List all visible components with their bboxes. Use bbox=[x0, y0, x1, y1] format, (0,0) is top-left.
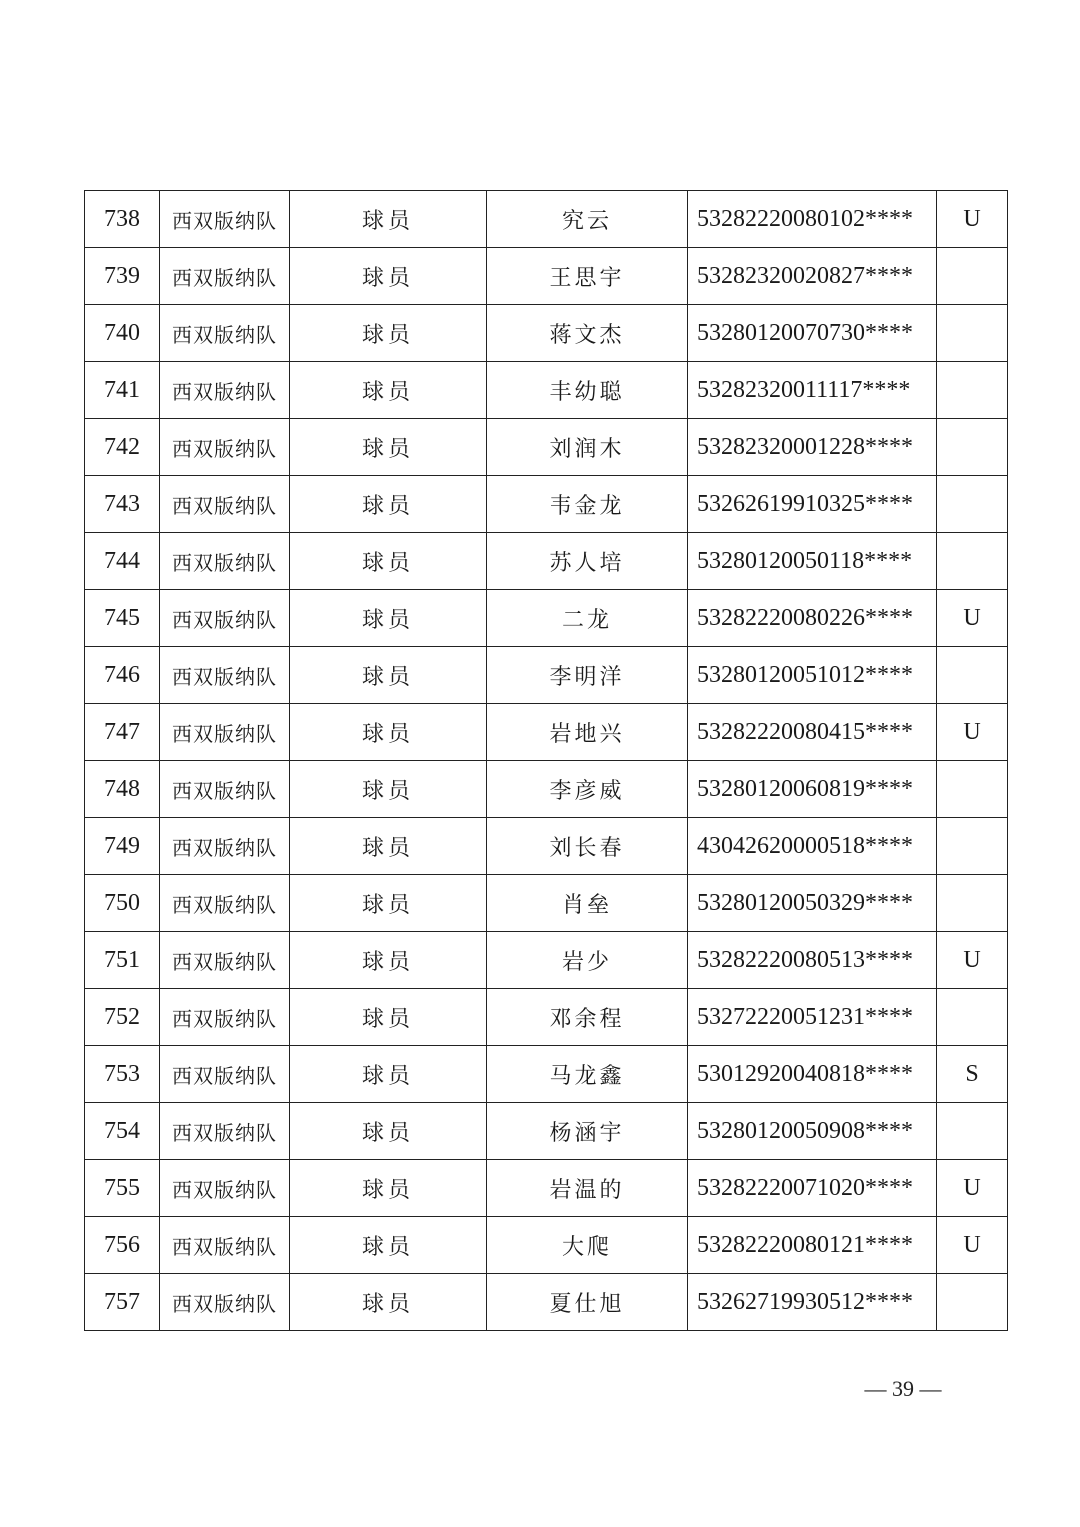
mark-cell bbox=[937, 761, 1008, 818]
role-cell: 球员 bbox=[290, 305, 487, 362]
role-cell: 球员 bbox=[290, 419, 487, 476]
team-name-cell: 西双版纳队 bbox=[160, 647, 290, 704]
player-name-cell: 蒋文杰 bbox=[487, 305, 688, 362]
team-name-cell: 西双版纳队 bbox=[160, 932, 290, 989]
mark-cell: U bbox=[937, 1217, 1008, 1274]
row-number-cell: 752 bbox=[85, 989, 160, 1046]
mark-cell: U bbox=[937, 704, 1008, 761]
table-row bbox=[85, 590, 1008, 647]
player-name-cell: 究云 bbox=[487, 191, 688, 248]
id-number-cell: 53282320001228**** bbox=[688, 419, 937, 476]
player-name-cell: 大爬 bbox=[487, 1217, 688, 1274]
row-number-cell: 742 bbox=[85, 419, 160, 476]
mark-cell bbox=[937, 419, 1008, 476]
row-number-cell: 753 bbox=[85, 1046, 160, 1103]
table-row bbox=[85, 989, 1008, 1046]
id-number-cell: 53280120050329**** bbox=[688, 875, 937, 932]
team-name-cell: 西双版纳队 bbox=[160, 191, 290, 248]
id-number-cell: 53282320020827**** bbox=[688, 248, 937, 305]
player-name-cell: 岩地兴 bbox=[487, 704, 688, 761]
mark-cell bbox=[937, 248, 1008, 305]
mark-cell bbox=[937, 875, 1008, 932]
row-number-cell: 754 bbox=[85, 1103, 160, 1160]
team-name-cell: 西双版纳队 bbox=[160, 704, 290, 761]
team-name-cell: 西双版纳队 bbox=[160, 1160, 290, 1217]
table-row bbox=[85, 647, 1008, 704]
id-number-cell: 53282220080121**** bbox=[688, 1217, 937, 1274]
id-number-cell: 53280120050908**** bbox=[688, 1103, 937, 1160]
mark-cell bbox=[937, 818, 1008, 875]
role-cell: 球员 bbox=[290, 989, 487, 1046]
role-cell: 球员 bbox=[290, 761, 487, 818]
role-cell: 球员 bbox=[290, 1103, 487, 1160]
team-name-cell: 西双版纳队 bbox=[160, 1274, 290, 1331]
id-number-cell: 53282220080415**** bbox=[688, 704, 937, 761]
team-name-cell: 西双版纳队 bbox=[160, 419, 290, 476]
table-row bbox=[85, 419, 1008, 476]
table-row bbox=[85, 761, 1008, 818]
team-name-cell: 西双版纳队 bbox=[160, 248, 290, 305]
team-name-cell: 西双版纳队 bbox=[160, 305, 290, 362]
table-row bbox=[85, 305, 1008, 362]
player-name-cell: 韦金龙 bbox=[487, 476, 688, 533]
role-cell: 球员 bbox=[290, 1217, 487, 1274]
table-row bbox=[85, 704, 1008, 761]
team-name-cell: 西双版纳队 bbox=[160, 1046, 290, 1103]
player-name-cell: 邓余程 bbox=[487, 989, 688, 1046]
team-name-cell: 西双版纳队 bbox=[160, 989, 290, 1046]
table-row bbox=[85, 191, 1008, 248]
id-number-cell: 53280120060819**** bbox=[688, 761, 937, 818]
row-number-cell: 743 bbox=[85, 476, 160, 533]
row-number-cell: 750 bbox=[85, 875, 160, 932]
row-number-cell: 757 bbox=[85, 1274, 160, 1331]
player-name-cell: 马龙鑫 bbox=[487, 1046, 688, 1103]
id-number-cell: 53262719930512**** bbox=[688, 1274, 937, 1331]
mark-cell bbox=[937, 647, 1008, 704]
id-number-cell: 53282220080102**** bbox=[688, 191, 937, 248]
row-number-cell: 748 bbox=[85, 761, 160, 818]
id-number-cell: 53272220051231**** bbox=[688, 989, 937, 1046]
player-name-cell: 李明洋 bbox=[487, 647, 688, 704]
role-cell: 球员 bbox=[290, 590, 487, 647]
role-cell: 球员 bbox=[290, 875, 487, 932]
table-row bbox=[85, 1160, 1008, 1217]
role-cell: 球员 bbox=[290, 704, 487, 761]
player-name-cell: 刘润木 bbox=[487, 419, 688, 476]
role-cell: 球员 bbox=[290, 533, 487, 590]
role-cell: 球员 bbox=[290, 476, 487, 533]
table-row bbox=[85, 533, 1008, 590]
mark-cell: U bbox=[937, 1160, 1008, 1217]
row-number-cell: 749 bbox=[85, 818, 160, 875]
table-row bbox=[85, 1217, 1008, 1274]
role-cell: 球员 bbox=[290, 647, 487, 704]
role-cell: 球员 bbox=[290, 1274, 487, 1331]
row-number-cell: 747 bbox=[85, 704, 160, 761]
id-number-cell: 53262619910325**** bbox=[688, 476, 937, 533]
mark-cell bbox=[937, 989, 1008, 1046]
row-number-cell: 745 bbox=[85, 590, 160, 647]
id-number-cell: 53282220080513**** bbox=[688, 932, 937, 989]
mark-cell bbox=[937, 1274, 1008, 1331]
role-cell: 球员 bbox=[290, 818, 487, 875]
mark-cell: U bbox=[937, 932, 1008, 989]
player-name-cell: 刘长春 bbox=[487, 818, 688, 875]
role-cell: 球员 bbox=[290, 362, 487, 419]
table-row bbox=[85, 1103, 1008, 1160]
id-number-cell: 53282220080226**** bbox=[688, 590, 937, 647]
player-name-cell: 李彦威 bbox=[487, 761, 688, 818]
table-row bbox=[85, 1046, 1008, 1103]
table-row bbox=[85, 818, 1008, 875]
roster-table bbox=[84, 190, 1008, 1331]
role-cell: 球员 bbox=[290, 932, 487, 989]
mark-cell bbox=[937, 362, 1008, 419]
player-name-cell: 二龙 bbox=[487, 590, 688, 647]
role-cell: 球员 bbox=[290, 191, 487, 248]
player-name-cell: 杨涵宇 bbox=[487, 1103, 688, 1160]
role-cell: 球员 bbox=[290, 1046, 487, 1103]
id-number-cell: 53280120050118**** bbox=[688, 533, 937, 590]
table-row bbox=[85, 932, 1008, 989]
row-number-cell: 746 bbox=[85, 647, 160, 704]
mark-cell: U bbox=[937, 191, 1008, 248]
team-name-cell: 西双版纳队 bbox=[160, 1217, 290, 1274]
team-name-cell: 西双版纳队 bbox=[160, 818, 290, 875]
team-name-cell: 西双版纳队 bbox=[160, 476, 290, 533]
player-name-cell: 肖垒 bbox=[487, 875, 688, 932]
team-name-cell: 西双版纳队 bbox=[160, 533, 290, 590]
role-cell: 球员 bbox=[290, 1160, 487, 1217]
row-number-cell: 751 bbox=[85, 932, 160, 989]
mark-cell: U bbox=[937, 590, 1008, 647]
team-name-cell: 西双版纳队 bbox=[160, 875, 290, 932]
player-name-cell: 王思宇 bbox=[487, 248, 688, 305]
mark-cell bbox=[937, 476, 1008, 533]
row-number-cell: 744 bbox=[85, 533, 160, 590]
mark-cell bbox=[937, 533, 1008, 590]
player-name-cell: 岩少 bbox=[487, 932, 688, 989]
role-cell: 球员 bbox=[290, 248, 487, 305]
page-number: — 39 — bbox=[864, 1376, 942, 1401]
mark-cell: S bbox=[937, 1046, 1008, 1103]
table-row bbox=[85, 875, 1008, 932]
row-number-cell: 756 bbox=[85, 1217, 160, 1274]
mark-cell bbox=[937, 1103, 1008, 1160]
player-name-cell: 岩温的 bbox=[487, 1160, 688, 1217]
player-name-cell: 苏人培 bbox=[487, 533, 688, 590]
id-number-cell: 53012920040818**** bbox=[688, 1046, 937, 1103]
table-row bbox=[85, 362, 1008, 419]
id-number-cell: 53282320011117**** bbox=[688, 362, 937, 419]
player-name-cell: 丰幼聪 bbox=[487, 362, 688, 419]
team-name-cell: 西双版纳队 bbox=[160, 362, 290, 419]
id-number-cell: 43042620000518**** bbox=[688, 818, 937, 875]
row-number-cell: 738 bbox=[85, 191, 160, 248]
row-number-cell: 740 bbox=[85, 305, 160, 362]
table-row bbox=[85, 248, 1008, 305]
roster-table-body bbox=[85, 191, 1008, 1331]
row-number-cell: 755 bbox=[85, 1160, 160, 1217]
row-number-cell: 741 bbox=[85, 362, 160, 419]
id-number-cell: 53280120070730**** bbox=[688, 305, 937, 362]
team-name-cell: 西双版纳队 bbox=[160, 1103, 290, 1160]
table-row bbox=[85, 1274, 1008, 1331]
id-number-cell: 53280120051012**** bbox=[688, 647, 937, 704]
row-number-cell: 739 bbox=[85, 248, 160, 305]
mark-cell bbox=[937, 305, 1008, 362]
id-number-cell: 53282220071020**** bbox=[688, 1160, 937, 1217]
player-name-cell: 夏仕旭 bbox=[487, 1274, 688, 1331]
team-name-cell: 西双版纳队 bbox=[160, 590, 290, 647]
table-row bbox=[85, 476, 1008, 533]
team-name-cell: 西双版纳队 bbox=[160, 761, 290, 818]
